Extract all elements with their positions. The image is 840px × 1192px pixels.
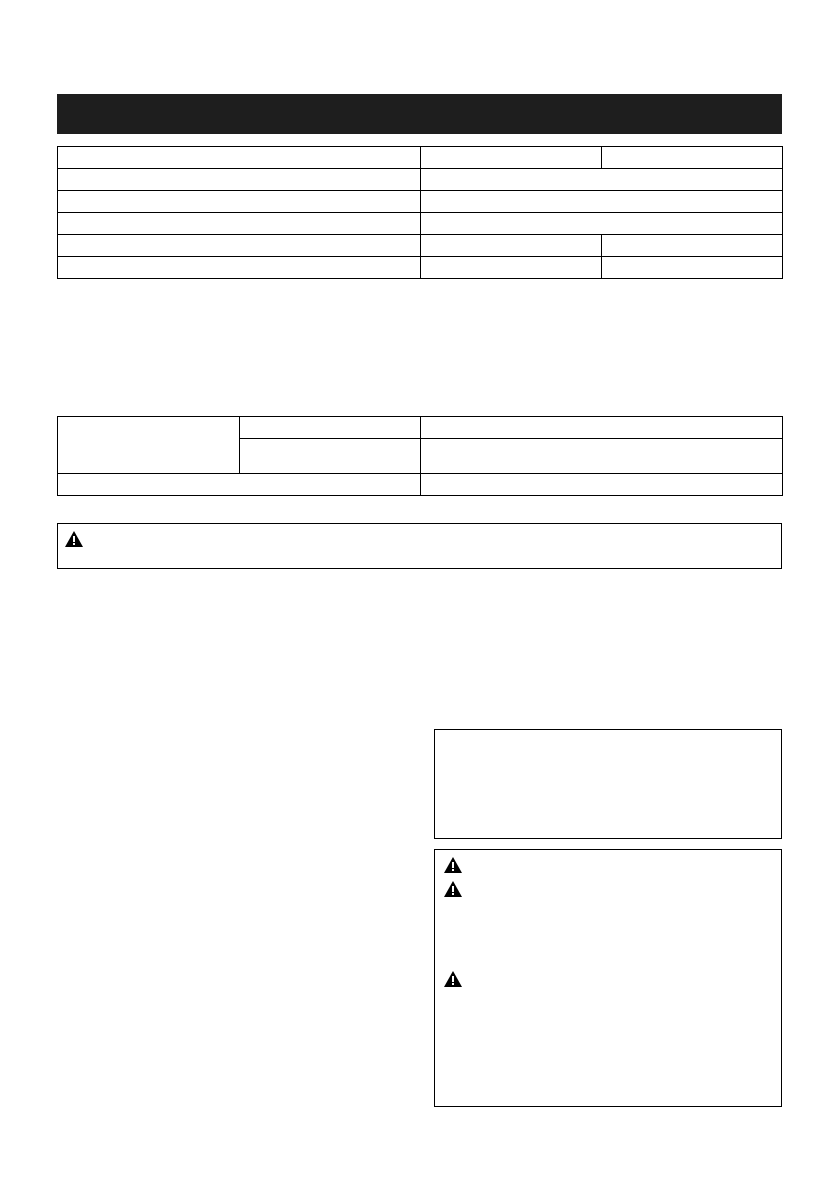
noise-table xyxy=(57,416,783,496)
warning-triangle-icon xyxy=(64,530,84,548)
table-cell xyxy=(240,417,421,439)
table-row xyxy=(58,191,783,213)
table-cell xyxy=(58,257,421,279)
table-cell xyxy=(58,474,421,496)
table-row xyxy=(58,474,783,496)
table-row xyxy=(58,235,783,257)
table-cell xyxy=(421,213,783,235)
specifications-table xyxy=(57,146,783,279)
table-cell xyxy=(58,417,240,474)
table-cell xyxy=(58,235,421,257)
note-box xyxy=(434,729,782,839)
table-row xyxy=(58,169,783,191)
table-row xyxy=(58,257,783,279)
table-cell xyxy=(421,417,783,439)
table-row xyxy=(58,147,783,169)
warning-triangle-icon xyxy=(443,970,463,988)
table-cell xyxy=(421,169,783,191)
table-cell xyxy=(421,235,602,257)
section-header-bar xyxy=(57,94,782,134)
table-cell xyxy=(58,169,421,191)
table-cell xyxy=(602,257,783,279)
table-row xyxy=(58,417,783,439)
table-cell xyxy=(58,147,421,169)
table-cell xyxy=(240,439,421,474)
warning-box xyxy=(57,523,782,569)
table-cell xyxy=(421,474,783,496)
table-cell xyxy=(602,147,783,169)
warning-triangle-icon xyxy=(443,856,463,874)
table-cell xyxy=(421,147,602,169)
table-cell xyxy=(602,235,783,257)
table-row xyxy=(58,213,783,235)
safety-warning-box xyxy=(434,849,782,1107)
table-cell xyxy=(58,213,421,235)
table-cell xyxy=(421,191,783,213)
warning-triangle-icon xyxy=(443,880,463,898)
table-cell xyxy=(421,439,783,474)
table-cell xyxy=(421,257,602,279)
table-cell xyxy=(58,191,421,213)
